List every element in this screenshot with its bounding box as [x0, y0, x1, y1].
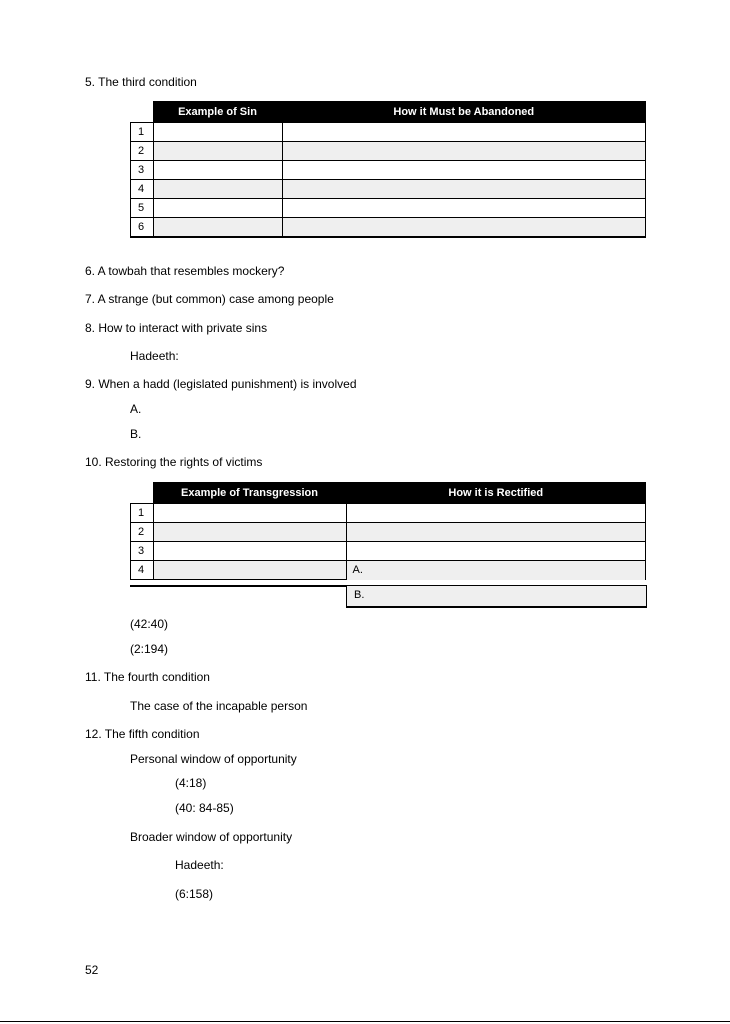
row-number: 2 [131, 142, 154, 161]
item-6-heading: 6. A towbah that resembles mockery? [85, 264, 285, 278]
item-11-heading: 11. The fourth condition [85, 670, 210, 684]
table-row [131, 561, 646, 580]
row-number: 4 [131, 180, 154, 199]
rectified-b: B. [354, 589, 365, 601]
table-bottom-rule [130, 585, 346, 587]
item-9-b: B. [130, 427, 142, 441]
row-number: 6 [131, 218, 154, 238]
rectified-b-cell [346, 585, 647, 608]
table-row [131, 199, 646, 218]
ref-42-40: (42:40) [130, 617, 169, 631]
ref-40-84-85: (40: 84-85) [175, 801, 234, 815]
row-number: 5 [131, 199, 154, 218]
table-row [131, 142, 646, 161]
row-number: 2 [131, 523, 154, 542]
table-row [131, 161, 646, 180]
item-5-heading: 5. The third condition [85, 75, 197, 89]
ref-4-18: (4:18) [175, 776, 207, 790]
table-row [131, 123, 646, 142]
item-10-heading: 10. Restoring the rights of victims [85, 455, 263, 469]
sin-table-header-abandon: How it Must be Abandoned [282, 102, 646, 123]
row-number: 4 [131, 561, 154, 580]
transgression-table-header-rectified: How it is Rectified [346, 483, 646, 504]
ref-6-158: (6:158) [175, 887, 214, 901]
transgression-table-header-example: Example of Transgression [153, 483, 346, 504]
table-row [131, 218, 646, 238]
ref-2-194: (2:194) [130, 642, 169, 656]
item-12-heading: 12. The fifth condition [85, 727, 200, 741]
table-row [131, 504, 646, 523]
item-7-heading: 7. A strange (but common) case among people [85, 292, 334, 306]
rectified-a: A. [346, 561, 646, 580]
item-9-heading: 9. When a hadd (legislated punishment) is involved [85, 377, 357, 391]
item-12-hadeeth: Hadeeth: [175, 858, 224, 872]
table-row [131, 542, 646, 561]
item-8-heading: 8. How to interact with private sins [85, 321, 268, 335]
item-11-case: The case of the incapable person [130, 699, 308, 713]
row-number: 1 [131, 504, 154, 523]
row-number: 3 [131, 161, 154, 180]
item-12-personal: Personal window of opportunity [130, 752, 297, 766]
page-bottom-rule [0, 1021, 730, 1022]
table-row [131, 180, 646, 199]
row-number: 3 [131, 542, 154, 561]
item-8-hadeeth: Hadeeth: [130, 349, 179, 363]
page-number: 52 [85, 963, 99, 977]
item-12-broader: Broader window of opportunity [130, 830, 293, 844]
table-row [131, 523, 646, 542]
sin-table-header-example: Example of Sin [153, 102, 282, 123]
row-number: 1 [131, 123, 154, 142]
sin-table [130, 101, 646, 238]
transgression-table [130, 482, 646, 580]
item-9-a: A. [130, 402, 142, 416]
